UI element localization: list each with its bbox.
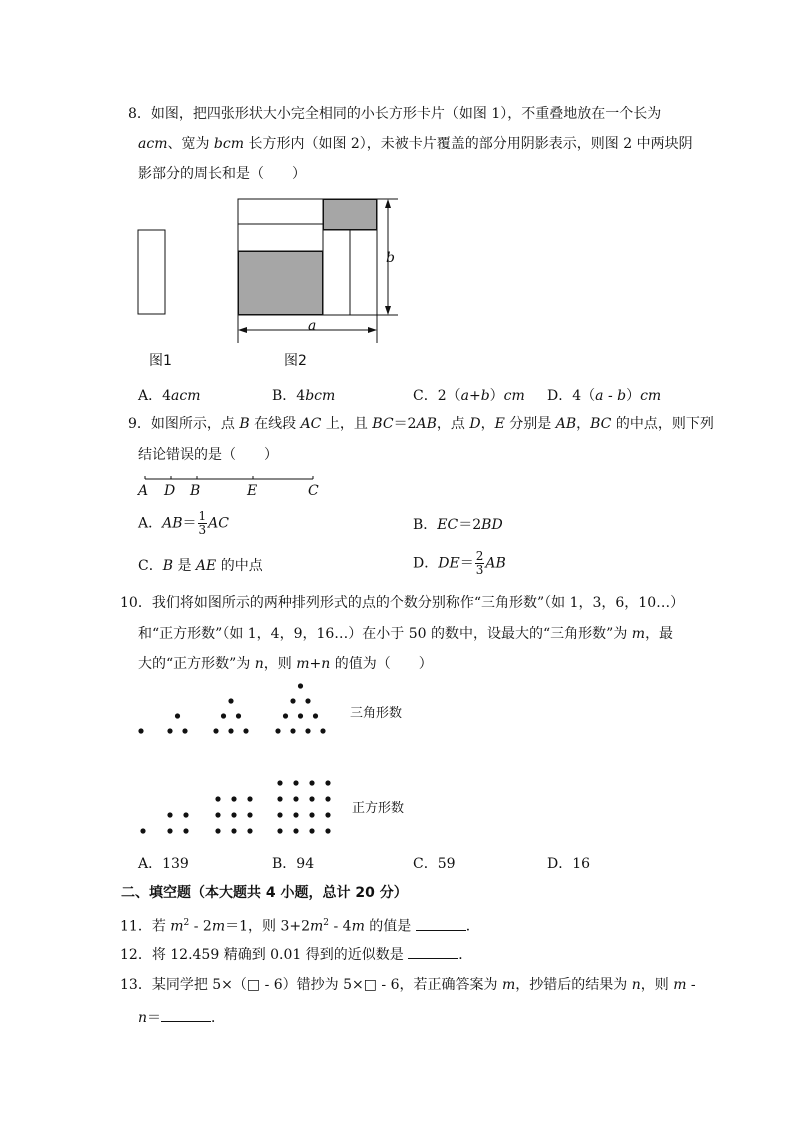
q8-line1: 8．如图，把四张形状大小完全相同的小长方形卡片（如图 1），不重叠地放在一个长为	[128, 106, 662, 122]
triangle-dot	[305, 728, 310, 733]
square-dot	[183, 828, 188, 833]
q10-line2: 和“正方形数”（如 1，4，9，16…）在小于 50 的数中，设最大的“三角形数”为 m，最	[138, 626, 674, 642]
q9-line1: 9．如图所示，点 B 在线段 AC 上，且 BC＝2AB，点 D，E 分别是 AB，BC 的中点，则下列	[128, 416, 714, 432]
q11-answer-blank[interactable]	[416, 916, 466, 931]
square-dot	[277, 828, 282, 833]
q8-option-b[interactable]: B．4bcm	[272, 388, 336, 404]
square-dot	[167, 828, 172, 833]
triangle-dot	[298, 683, 303, 688]
square-dot	[277, 796, 282, 801]
fig2-label: 图2	[284, 353, 307, 369]
q12-line: 12．将 12.459 精确到 0.01 得到的近似数是 ．	[120, 944, 472, 965]
q10-option-c[interactable]: C．59	[413, 856, 456, 872]
triangle-dot	[228, 698, 233, 703]
q13-line2: n＝ ．	[138, 1007, 225, 1028]
square-dot	[231, 796, 236, 801]
triangle-dot	[236, 713, 241, 718]
q10-line3: 大的“正方形数”为 n，则 m+n 的值为（ ）	[138, 656, 433, 672]
q8-option-a[interactable]: A．4acm	[138, 388, 201, 404]
triangle-dot	[275, 728, 280, 733]
square-dot	[309, 780, 314, 785]
point-b-label: B	[190, 483, 201, 499]
q10-line1: 10．我们将如图所示的两种排列形式的点的个数分别称作“三角形数”（如 1，3，6，10…）	[120, 595, 685, 611]
triangle-dot	[290, 698, 295, 703]
square-dot	[247, 796, 252, 801]
square-dot	[277, 780, 282, 785]
q13-line1: 13．某同学把 5×（□ - 6）错抄为 5×□ - 6，若正确答案为 m，抄错后的结果为 n，则 m -	[120, 977, 696, 993]
square-dot	[325, 812, 330, 817]
fig2-label-b: b	[386, 250, 395, 266]
triangle-numbers-label: 三角形数	[350, 706, 403, 721]
q8-option-c[interactable]: C．2（a+b）cm	[413, 388, 525, 404]
triangle-dot	[313, 713, 318, 718]
fig1-label: 图1	[149, 353, 172, 369]
q8-line2: acm、宽为 bcm 长方形内（如图 2），未被卡片覆盖的部分用阴影表示，则图 2 中两块阴	[138, 136, 693, 152]
square-dot	[215, 812, 220, 817]
q10-option-a[interactable]: A．139	[138, 856, 189, 872]
q9-option-d[interactable]: D．DE＝ $\frac{2}{3}$ AB	[413, 549, 506, 577]
triangle-dot	[290, 728, 295, 733]
square-dot	[247, 812, 252, 817]
point-c-label: C	[308, 483, 319, 499]
point-e-label: E	[247, 483, 258, 499]
q12-answer-blank[interactable]	[408, 944, 458, 959]
q10-option-b[interactable]: B．94	[272, 856, 315, 872]
triangle-dot	[298, 713, 303, 718]
square-dot	[215, 828, 220, 833]
square-dot	[309, 812, 314, 817]
section2-title: 二、填空题（本大题共 4 小题，总计 20 分）	[121, 885, 408, 901]
square-dot	[293, 828, 298, 833]
square-dot	[325, 780, 330, 785]
square-dot	[293, 812, 298, 817]
triangle-dot	[213, 728, 218, 733]
square-dot	[183, 812, 188, 817]
triangle-dot	[175, 713, 180, 718]
triangle-dot	[305, 698, 310, 703]
square-dot	[247, 828, 252, 833]
triangle-dot	[283, 713, 288, 718]
q9-option-b[interactable]: B．EC＝2BD	[413, 517, 503, 533]
square-dot	[309, 828, 314, 833]
q8-line3: 影部分的周长和是（ ）	[138, 166, 306, 182]
fig2-label-a: a	[308, 318, 317, 334]
q11-line: 11．若 $m^2 - 2m=1$，则 $3+2m^2 - 4m$ 的值是 ．	[120, 913, 480, 937]
square-dot	[277, 812, 282, 817]
square-dot	[231, 812, 236, 817]
triangle-dot	[221, 713, 226, 718]
q9-option-c[interactable]: C．B 是 AE 的中点	[138, 558, 263, 574]
square-dot	[231, 828, 236, 833]
point-d-label: D	[164, 483, 176, 499]
square-dot	[215, 796, 220, 801]
square-dot	[325, 796, 330, 801]
triangle-dot	[228, 728, 233, 733]
q9-line2: 结论错误的是（ ）	[138, 447, 278, 463]
square-dot	[167, 812, 172, 817]
square-dot	[309, 796, 314, 801]
square-dot	[140, 828, 145, 833]
triangle-dot	[243, 728, 248, 733]
point-a-label: A	[138, 483, 149, 499]
q9-option-a[interactable]: A．AB＝ $\frac{1}{3}$ AC	[138, 509, 229, 537]
square-numbers-label: 正方形数	[352, 801, 405, 816]
triangle-dot	[138, 728, 143, 733]
q13-answer-blank[interactable]	[161, 1007, 211, 1022]
triangle-dot	[182, 728, 187, 733]
q10-option-d[interactable]: D．16	[547, 856, 591, 872]
square-dot	[293, 780, 298, 785]
triangle-dot	[320, 728, 325, 733]
square-dot	[325, 828, 330, 833]
square-dot	[293, 796, 298, 801]
triangle-dot	[167, 728, 172, 733]
q8-option-d[interactable]: D．4（a - b）cm	[547, 388, 662, 404]
